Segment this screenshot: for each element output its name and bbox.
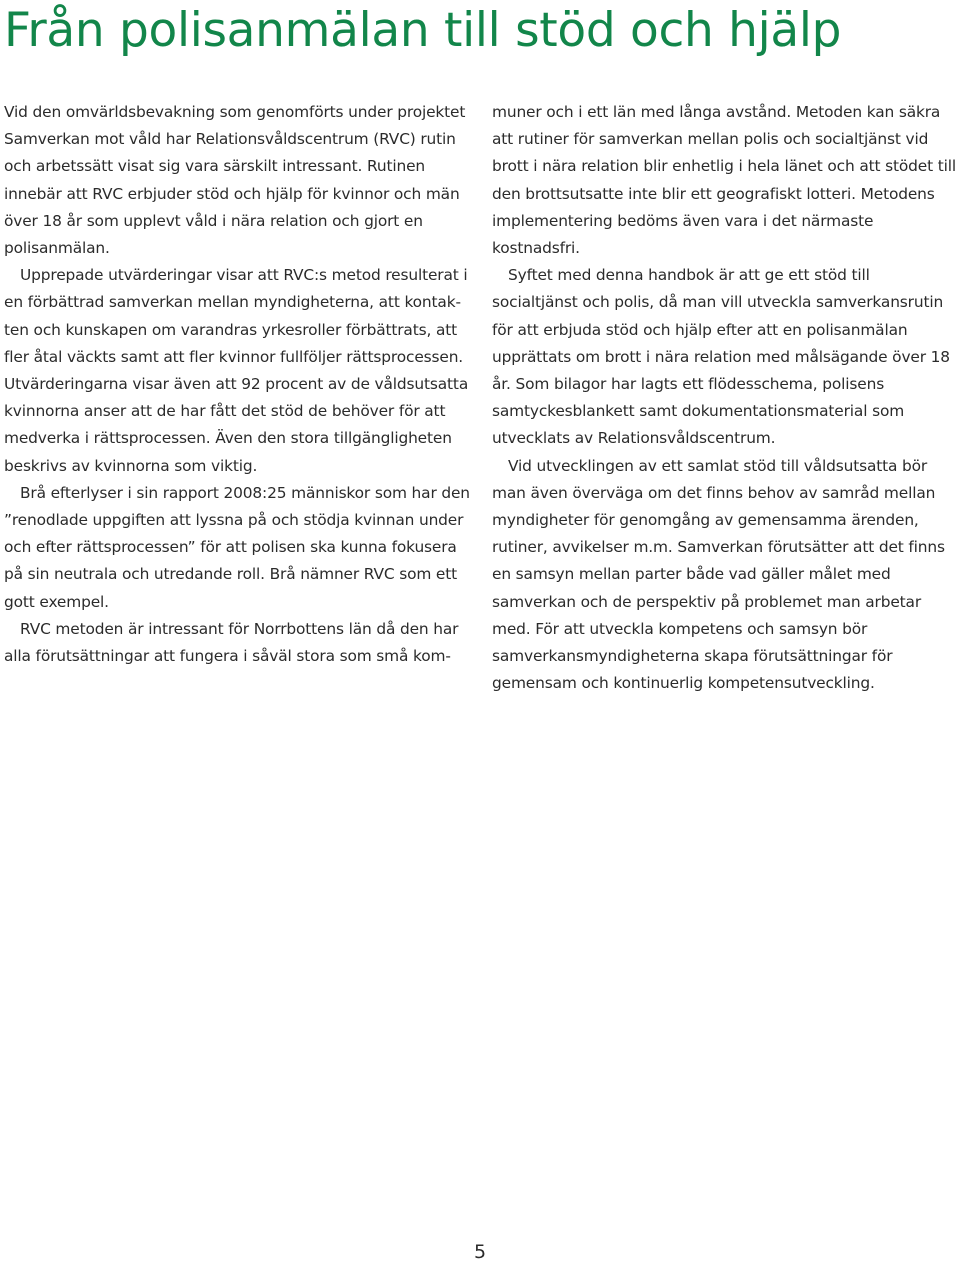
paragraph-development: Vid utvecklingen av ett samlat stöd till våldsutsatta bör man även överväga om det finns behov av samråd mellan myndigheter för genomgång av gemensamma ärenden, rutiner, avvikelser m.m. Samverkan förutsätter att det finns en samsyn mellan parter både vad gäller målet med samverkan och de perspektiv på problemet man arbetar med. För att utveckla kompetens och samsyn bör samverkansmyndigheterna skapa förutsättningar för gemensam och kontinuerlig kompetensutveckling. — [492, 456, 945, 693]
paragraph-intro: Vid den omvärldsbevakning som genomförts under projektet Samverkan mot våld har Relationsvåldscentrum (RVC) rutin och arbetssätt visat sig vara särskilt intressant. Rutinen innebär att RVC erbjuder stöd och hjälp för kvinnor och män över 18 år som upplevt våld i nära relation och gjort en polisanmälan. — [4, 103, 466, 258]
paragraph-norrbotten: RVC metoden är intressant för Norrbottens län då den har alla förutsättningar att fungera i såväl stora som små kom- — [4, 619, 459, 666]
paragraph-bra-report: Brå efterlyser i sin rapport 2008:25 människor som har den ”renodlade uppgiften att lyssna på och stödja kvinnan under och efter rättsprocessen” för att polisen ska kunna fokusera på sin neutrala och utredande roll. Brå nämner RVC som ett gott exempel. — [4, 483, 470, 611]
right-column — [492, 99, 958, 697]
page-number: 5 — [473, 1241, 487, 1263]
paragraph-purpose: Syftet med denna handbok är att ge ett stöd till socialtjänst och polis, då man vill utveckla samverkansrutin för att erbjuda stöd och hjälp efter att en polisanmälan upprättats om brott i nära relation med målsägande över 18 år. Som bilagor har lagts ett flödesschema, polisens samtyckesblankett samt dokumentationsmaterial som utvecklats av Relationsvåldscentrum. — [492, 266, 950, 448]
left-column — [4, 99, 472, 670]
paragraph-municipalities: muner och i ett län med långa avstånd. Metoden kan säkra att rutiner för samverkan mellan polis och socialtjänst vid brott i nära relation blir enhetlig i hela länet och att stödet till den brottsutsatte inte blir ett geografiskt lotteri. Metodens implementering bedöms även vara i det närmaste kostnadsfri. — [492, 103, 956, 258]
page-title: Från polisanmälan till stöd och hjälp — [4, 3, 842, 58]
paragraph-evaluations: Upprepade utvärderingar visar att RVC:s metod resulterat i en förbättrad samverkan mellan myndigheterna, att kontakten och kunskapen om varandras yrkesroller förbättrats, att fler åtal väckts samt att fler kvinnor fullföljer rättsprocessen. Utvärderingarna visar även att 92 procent av de våldsutsatta kvinnorna anser att de har fått det stöd de behöver för att medverka i rättsprocessen. Även den stora tillgängligheten beskrivs av kvinnorna som viktig. — [4, 266, 469, 475]
